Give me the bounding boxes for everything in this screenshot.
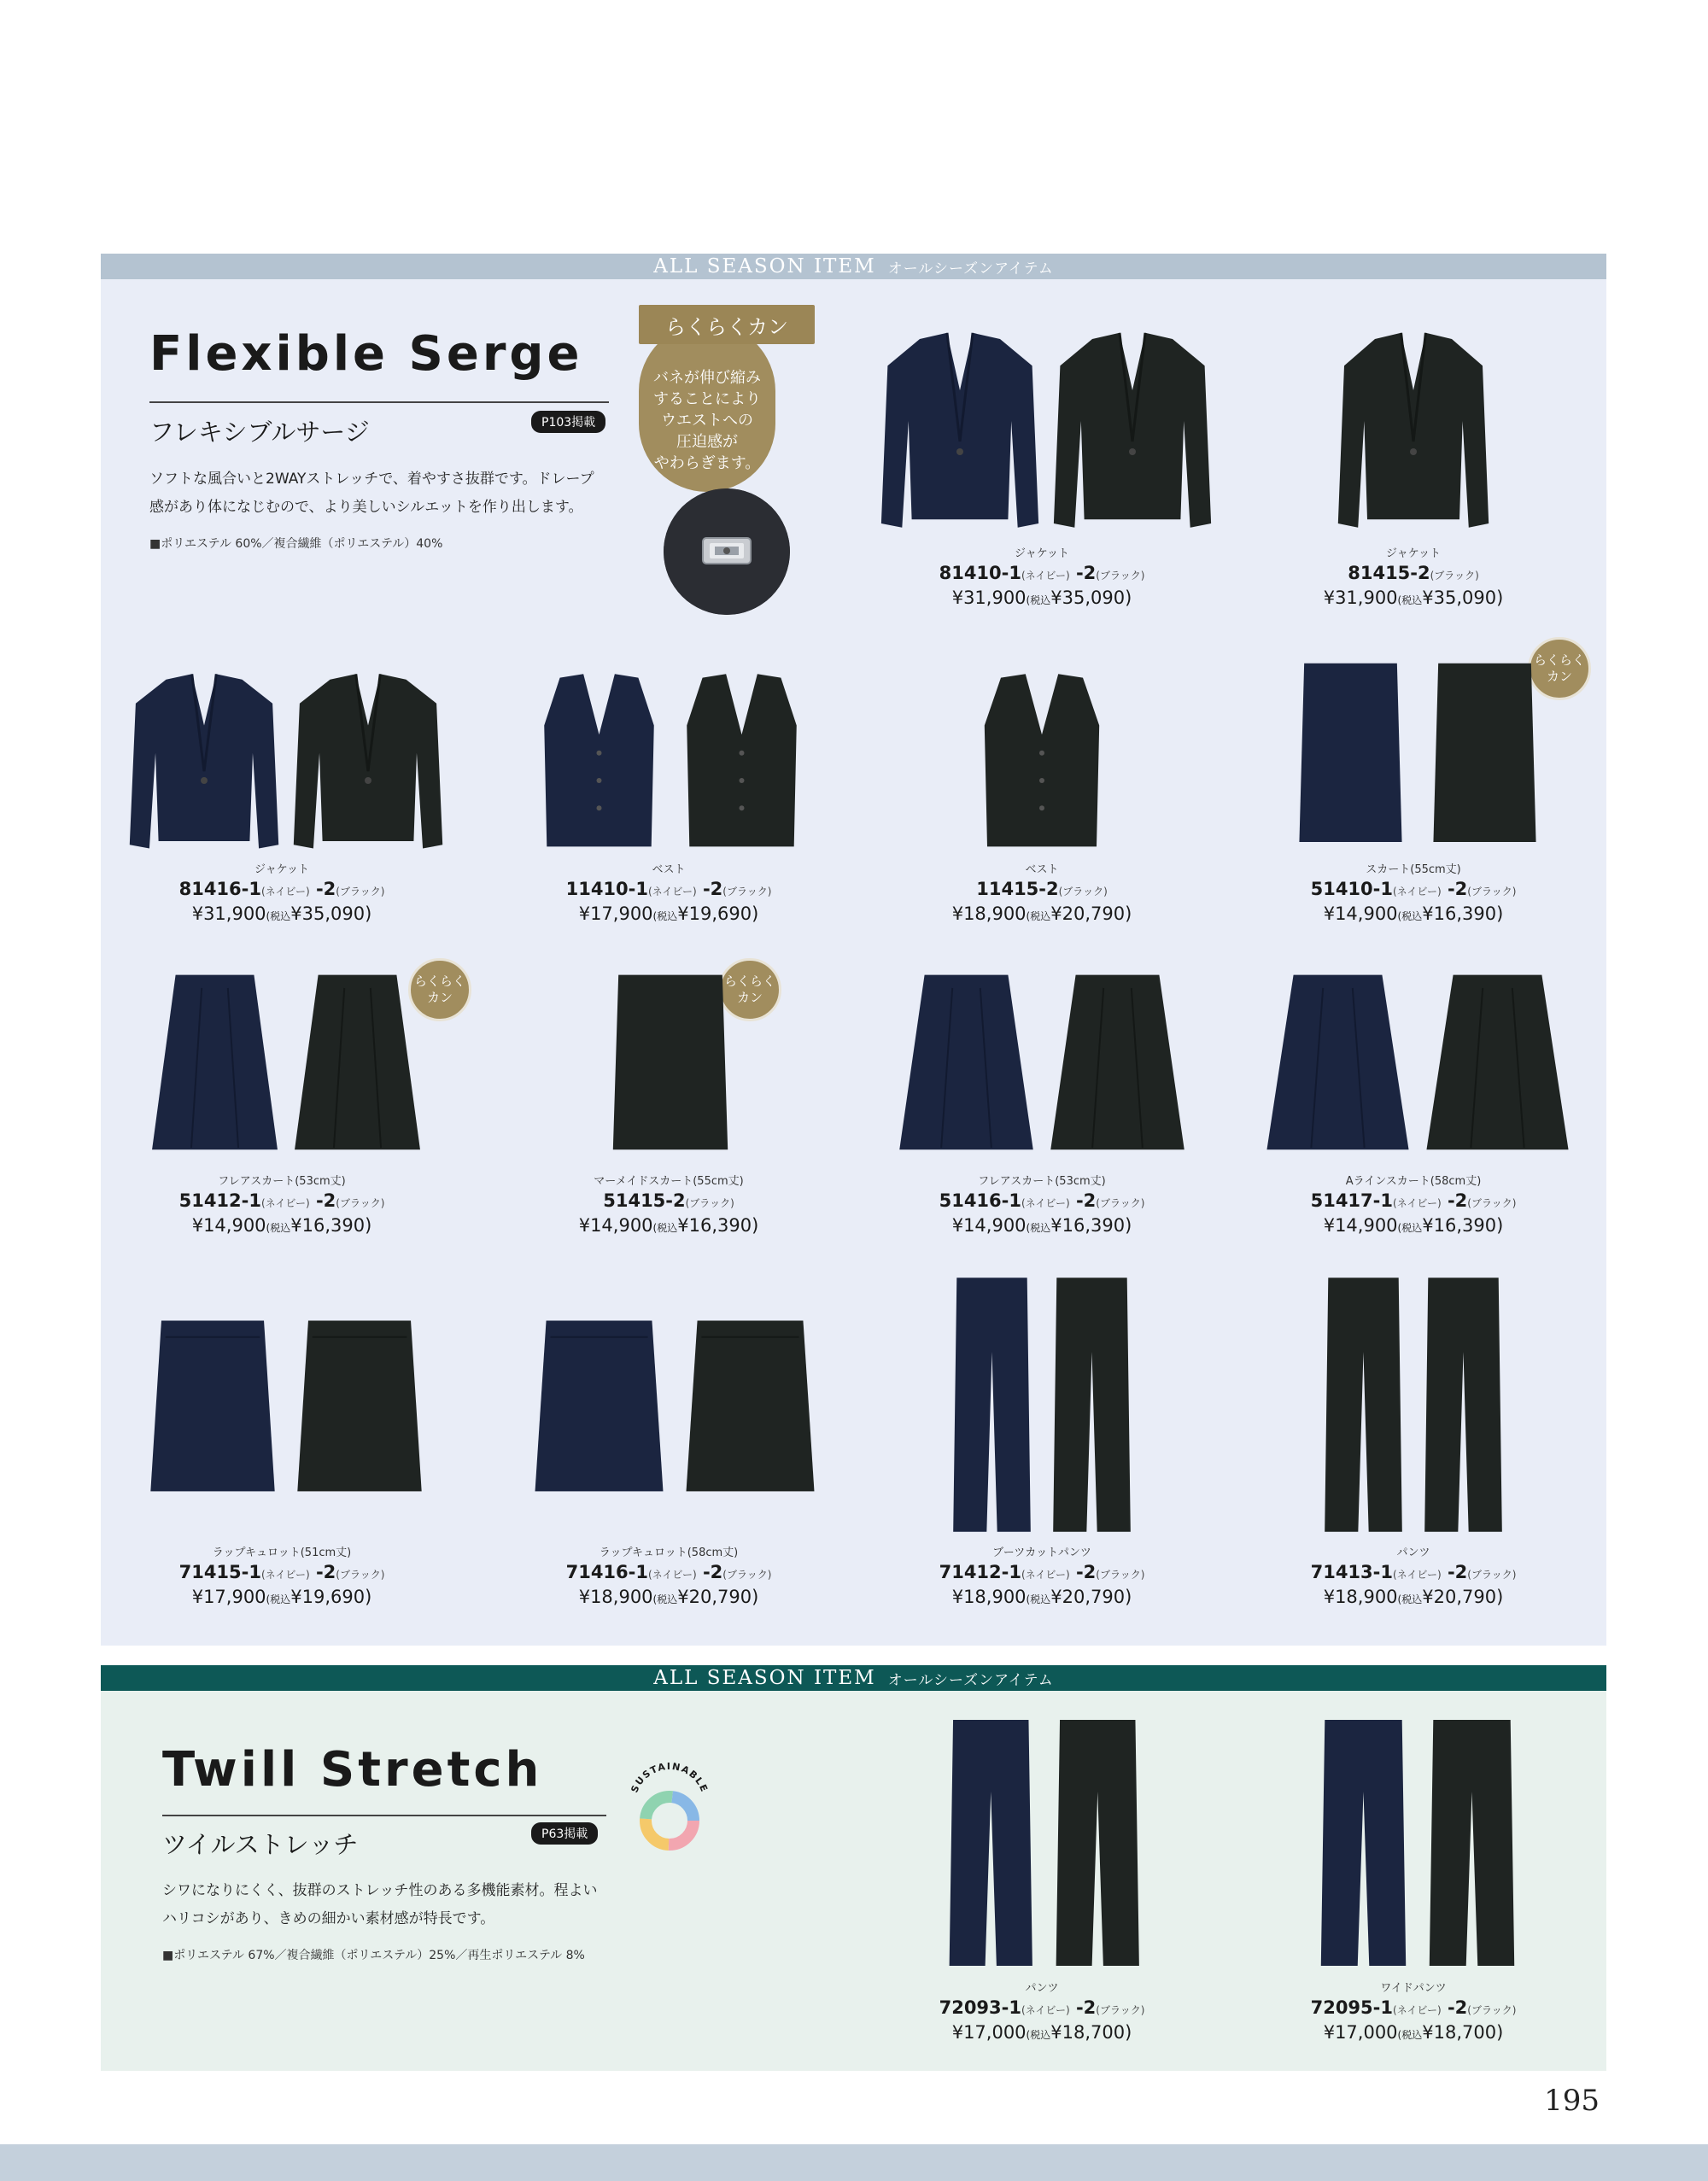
sustainable-logo (618, 1751, 721, 1853)
product-price: ¥18,900(税込¥20,790) (951, 1587, 1132, 1607)
band-title-en: ALL SEASON ITEM (653, 1667, 876, 1689)
product-code: 71416-1(ネイビー) -2(ブラック) (565, 1562, 772, 1582)
product-code: 11415-2(ブラック) (976, 879, 1108, 899)
product-caption (481, 1174, 857, 1239)
product-price: ¥18,900(税込¥20,790) (951, 903, 1132, 924)
title-rule (162, 1815, 606, 1816)
garment-photo (681, 1315, 820, 1499)
fabric-composition: ■ポリエステル 60%／複合繊維（ポリエステル）40% (149, 537, 443, 551)
garment-photo (974, 670, 1110, 854)
garment-photo (1424, 658, 1546, 850)
product-caption (1225, 547, 1601, 611)
product-name: Aラインスカート(58cm丈) (1345, 1175, 1482, 1188)
product-caption (481, 862, 857, 927)
garment-photo (128, 670, 280, 854)
garment-photo (1050, 1715, 1145, 1971)
garment-photo (1424, 969, 1571, 1157)
rakuraku-badge: らくらく カン (718, 958, 781, 1021)
product-image (1319, 1272, 1507, 1537)
product-code: 81415-2(ブラック) (1348, 563, 1479, 583)
garment-photo (1048, 1272, 1136, 1537)
garment-photo (292, 969, 423, 1157)
garment-photo (1052, 329, 1213, 534)
garment-photo (1315, 1715, 1412, 1971)
product-caption (94, 1174, 470, 1239)
section-description: シワになりにくく、抜群のストレッチ性のある多機能素材。程よい ハリコシがあり、きめの細かい素材感が特長です。 (162, 1882, 598, 1927)
garment-photo (1337, 329, 1490, 534)
product-code: 71415-1(ネイビー) -2(ブラック) (178, 1562, 385, 1582)
section-description: ソフトな風合いと2WAYストレッチで、着やすさ抜群です。ドレープ 感があり体になじむので、より美しいシルエットを作り出します。 (149, 471, 594, 516)
product-name: ブーツカットパンツ (992, 1547, 1091, 1559)
product-code: 72093-1(ネイビー) -2(ブラック) (939, 1997, 1145, 2018)
rakuraku-feature-circle: バネが伸び縮み することにより ウエストへの 圧迫感が やわらぎます。 (639, 323, 775, 492)
garment-photo (1290, 658, 1412, 850)
product-price: ¥17,000(税込¥18,700) (951, 2022, 1132, 2043)
product-image (145, 1315, 427, 1499)
product-price: ¥14,900(税込¥16,390) (1323, 903, 1504, 924)
section-band (101, 1665, 1606, 1691)
product-name: ワイドパンツ (1380, 1982, 1447, 1995)
product-caption (1225, 862, 1601, 927)
product-caption (854, 1546, 1230, 1611)
product-image (534, 670, 807, 854)
product-name: スカート(55cm丈) (1366, 863, 1461, 876)
garment-photo (948, 1272, 1036, 1537)
garment-photo (1419, 1272, 1507, 1537)
product-image (1290, 658, 1546, 850)
product-code: 81410-1(ネイビー) -2(ブラック) (939, 563, 1145, 583)
product-image (602, 969, 739, 1157)
garment-photo (534, 670, 664, 854)
product-name: フレアスカート(53cm丈) (218, 1175, 346, 1188)
product-caption (94, 862, 470, 927)
product-code: 51416-1(ネイビー) -2(ブラック) (939, 1190, 1145, 1211)
garment-photo (292, 670, 444, 854)
product-price: ¥18,900(税込¥20,790) (578, 1587, 759, 1607)
band-title-en: ALL SEASON ITEM (653, 255, 876, 278)
rakuraku-label: らくらくカン (639, 305, 815, 344)
product-name: ジャケット (1014, 547, 1070, 560)
product-caption (1225, 1546, 1601, 1611)
garment-photo (897, 969, 1036, 1157)
product-image (1337, 329, 1490, 534)
product-name: フレアスカート(53cm丈) (978, 1175, 1106, 1188)
sustainable-text: SUSTAINABLE (629, 1760, 711, 1795)
garment-photo (292, 1315, 427, 1499)
garment-photo (1048, 969, 1187, 1157)
garment-photo (944, 1715, 1038, 1971)
garment-photo (1319, 1272, 1407, 1537)
product-price: ¥31,900(税込¥35,090) (191, 903, 372, 924)
product-price: ¥17,900(税込¥19,690) (578, 903, 759, 924)
rakuraku-badge: らくらく カン (408, 958, 471, 1021)
garment-photo (880, 329, 1040, 534)
product-name: パンツ (1025, 1982, 1059, 1995)
product-image (944, 1715, 1144, 1971)
garment-photo (1264, 969, 1412, 1157)
product-image (128, 670, 444, 854)
product-caption (854, 862, 1230, 927)
band-title-jp: オールシーズンアイテム (887, 260, 1054, 278)
product-caption (854, 547, 1230, 611)
footer-bar (0, 2144, 1708, 2181)
product-caption (1225, 1981, 1601, 2046)
page-reference-badge: P63掲載 (531, 1822, 598, 1845)
product-image (897, 969, 1187, 1157)
product-image (1315, 1715, 1520, 1971)
fabric-composition: ■ポリエステル 67%／複合繊維（ポリエステル）25%／再生ポリエステル 8% (162, 1949, 585, 1962)
page-reference-badge: P103掲載 (531, 411, 605, 433)
product-code: 72095-1(ネイビー) -2(ブラック) (1310, 1997, 1517, 2018)
product-price: ¥31,900(税込¥35,090) (1323, 588, 1504, 608)
product-code: 81416-1(ネイビー) -2(ブラック) (178, 879, 385, 899)
section-title-en: Twill Stretch (162, 1742, 543, 1798)
product-caption (854, 1981, 1230, 2046)
product-caption (94, 1546, 470, 1611)
product-price: ¥14,900(税込¥16,390) (951, 1215, 1132, 1236)
band-title-jp: オールシーズンアイテム (887, 1671, 1054, 1689)
product-name: パンツ (1396, 1547, 1430, 1559)
product-image (974, 670, 1110, 854)
product-image (529, 1315, 820, 1499)
product-caption (1225, 1174, 1601, 1239)
section-band (101, 254, 1606, 279)
product-name: ベスト (652, 863, 686, 876)
product-price: ¥17,000(税込¥18,700) (1323, 2022, 1504, 2043)
product-price: ¥14,900(税込¥16,390) (578, 1215, 759, 1236)
waist-hook-detail-image (664, 488, 790, 615)
product-image (149, 969, 423, 1157)
product-code: 71413-1(ネイビー) -2(ブラック) (1310, 1562, 1517, 1582)
section-title-jp: フレキシブルサージ (149, 418, 370, 447)
product-code: 51410-1(ネイビー) -2(ブラック) (1310, 879, 1517, 899)
garment-photo (602, 969, 739, 1157)
product-code: 51415-2(ブラック) (603, 1190, 734, 1211)
garment-photo (676, 670, 807, 854)
product-image (948, 1272, 1136, 1537)
product-caption (854, 1174, 1230, 1239)
svg-text:SUSTAINABLE (629, 1761, 710, 1794)
section-title-en: Flexible Serge (149, 326, 583, 382)
garment-photo (529, 1315, 669, 1499)
product-price: ¥31,900(税込¥35,090) (951, 588, 1132, 608)
garment-photo (145, 1315, 280, 1499)
product-code: 51417-1(ネイビー) -2(ブラック) (1310, 1190, 1517, 1211)
product-price: ¥17,900(税込¥19,690) (191, 1587, 372, 1607)
garment-photo (149, 969, 280, 1157)
product-name: ジャケット (1385, 547, 1442, 560)
product-price: ¥14,900(税込¥16,390) (191, 1215, 372, 1236)
product-image (880, 329, 1213, 534)
product-price: ¥18,900(税込¥20,790) (1323, 1587, 1504, 1607)
product-name: ベスト (1025, 863, 1059, 876)
product-image (1264, 969, 1571, 1157)
section-title-jp: ツイルストレッチ (162, 1830, 359, 1859)
product-name: ジャケット (254, 863, 310, 876)
product-name: マーメイドスカート(55cm丈) (594, 1175, 744, 1188)
product-code: 71412-1(ネイビー) -2(ブラック) (939, 1562, 1145, 1582)
product-name: ラップキュロット(58cm丈) (599, 1547, 739, 1559)
product-caption (481, 1546, 857, 1611)
rakuraku-badge: らくらく カン (1528, 637, 1591, 700)
product-name: ラップキュロット(51cm丈) (212, 1547, 352, 1559)
product-code: 11410-1(ネイビー) -2(ブラック) (565, 879, 772, 899)
garment-photo (1424, 1715, 1520, 1971)
product-code: 51412-1(ネイビー) -2(ブラック) (178, 1190, 385, 1211)
page-number: 195 (1544, 2084, 1600, 2118)
title-rule (149, 401, 609, 403)
product-price: ¥14,900(税込¥16,390) (1323, 1215, 1504, 1236)
